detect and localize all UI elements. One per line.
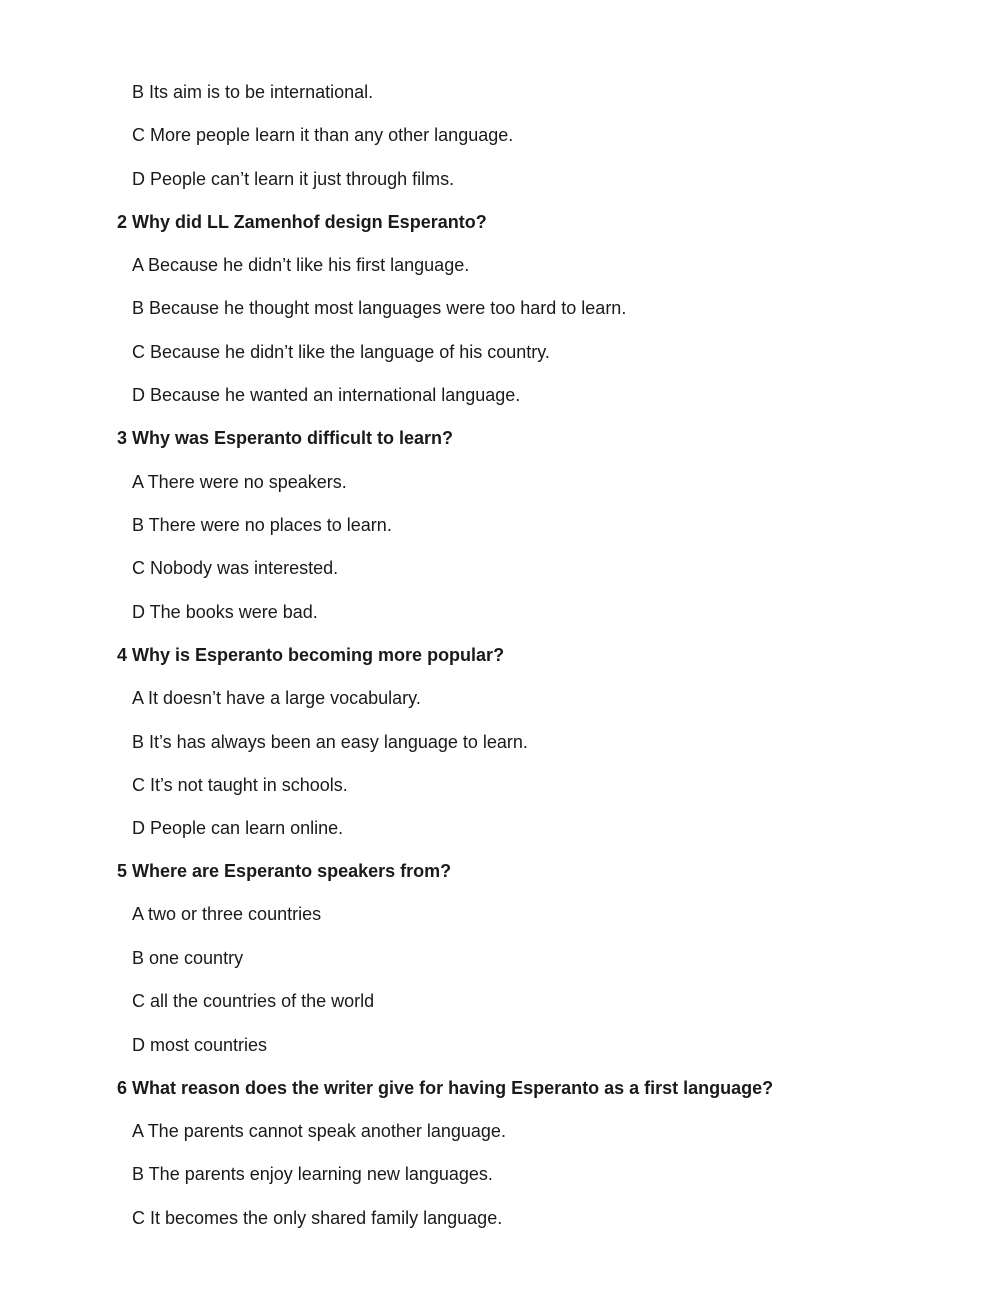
q1-option-d: D People can’t learn it just through films. bbox=[132, 169, 455, 189]
q6-option-a: A The parents cannot speak another language. bbox=[132, 1121, 506, 1141]
q3-option-d: D The books were bad. bbox=[132, 602, 318, 622]
q3-option-b: B There were no places to learn. bbox=[132, 515, 392, 535]
q5-option-d: D most countries bbox=[132, 1035, 268, 1055]
q2-option-b: B Because he thought most languages were too hard to learn. bbox=[132, 298, 627, 318]
q6-option-b: B The parents enjoy learning new languages. bbox=[132, 1164, 493, 1184]
q5-option-a: A two or three countries bbox=[132, 904, 322, 924]
q6-option-c: C It becomes the only shared family language. bbox=[132, 1208, 503, 1228]
q4-option-d: D People can learn online. bbox=[132, 818, 344, 838]
q2-option-c: C Because he didn’t like the language of his country. bbox=[132, 342, 550, 362]
question-4: 4 Why is Esperanto becoming more popular? bbox=[117, 645, 505, 665]
q4-option-c: C It’s not taught in schools. bbox=[132, 775, 348, 795]
question-3: 3 Why was Esperanto difficult to learn? bbox=[117, 428, 454, 448]
q3-option-c: C Nobody was interested. bbox=[132, 558, 339, 578]
q5-option-b: B one country bbox=[132, 948, 244, 968]
q3-option-a: A There were no speakers. bbox=[132, 472, 347, 492]
q4-option-b: B It’s has always been an easy language to learn. bbox=[132, 732, 528, 752]
question-5: 5 Where are Esperanto speakers from? bbox=[117, 861, 452, 881]
question-6: 6 What reason does the writer give for having Esperanto as a first language? bbox=[117, 1078, 774, 1098]
q4-option-a: A It doesn’t have a large vocabulary. bbox=[132, 688, 421, 708]
q1-option-c: C More people learn it than any other language. bbox=[132, 125, 514, 145]
q2-option-a: A Because he didn’t like his first language. bbox=[132, 255, 470, 275]
question-2: 2 Why did LL Zamenhof design Esperanto? bbox=[117, 212, 487, 232]
q5-option-c: C all the countries of the world bbox=[132, 991, 375, 1011]
q2-option-d: D Because he wanted an international language. bbox=[132, 385, 521, 405]
q1-option-b: B Its aim is to be international. bbox=[132, 82, 374, 102]
